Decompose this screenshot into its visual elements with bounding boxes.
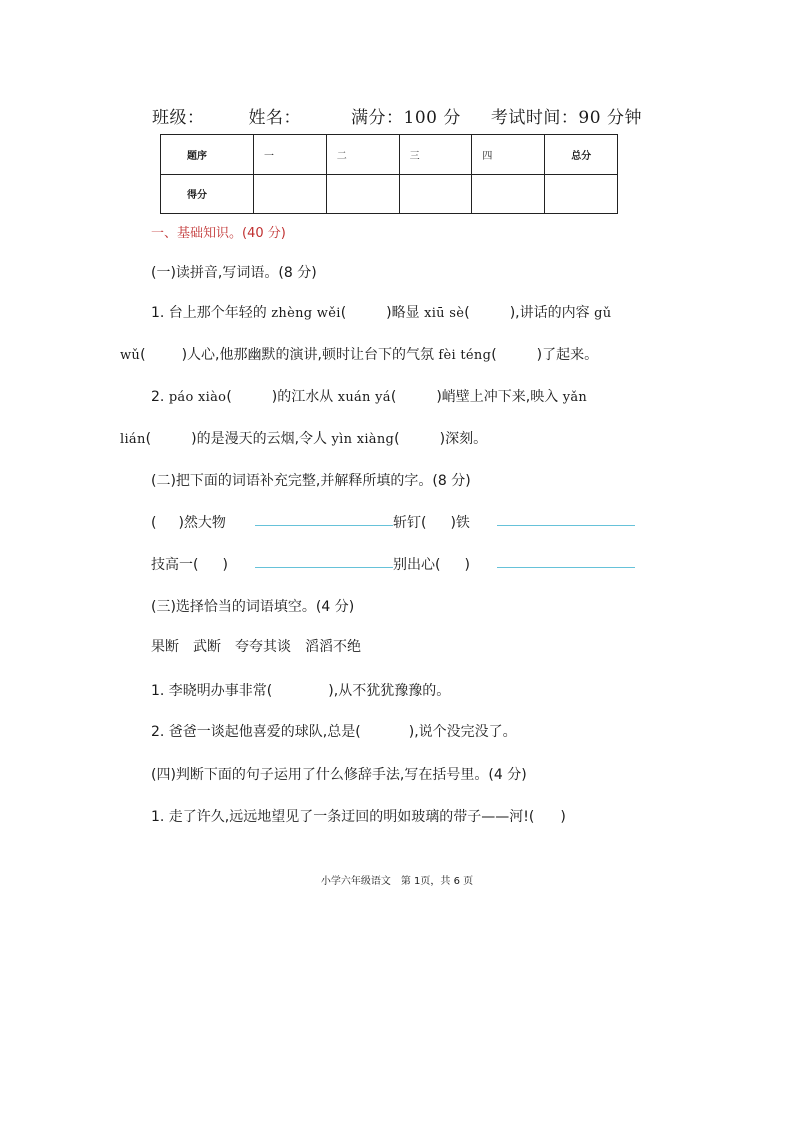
question-line: lián( )的是漫天的云烟,令人 yìn xiàng( )深刻。: [120, 431, 488, 447]
explanation-line[interactable]: [497, 554, 635, 568]
pinyin: xuán yá: [337, 390, 391, 405]
pinyin: gǔ: [594, 306, 612, 321]
fill-word-row: 斩钉( )铁: [393, 515, 470, 531]
score-input-cell[interactable]: [545, 174, 618, 214]
section-title: 一、基础知识。(40 分): [151, 226, 286, 241]
page-footer: 小学六年级语文 第 1页，共 6 页: [320, 876, 474, 887]
score-table-cell: 总分: [545, 135, 618, 175]
score-table-cell: 题序: [161, 135, 254, 175]
score-table-score-row: [161, 174, 618, 214]
score-table-cell: 三: [399, 135, 472, 175]
explanation-line[interactable]: [497, 512, 635, 526]
pinyin: yìn xiàng: [331, 432, 395, 447]
score-table-cell: 得分: [161, 174, 254, 214]
explanation-line[interactable]: [255, 554, 393, 568]
question-line: 1. 李晓明办事非常( ),从不犹犹豫豫的。: [151, 683, 451, 699]
score-input-cell[interactable]: [472, 174, 545, 214]
pinyin: lián: [120, 432, 146, 447]
fill-word-row: 技高一( ): [151, 557, 228, 573]
pinyin: xiū sè: [424, 306, 465, 321]
question-line: wǔ( )人心,他那幽默的演讲,顿时让台下的气氛 fèi téng( )了起来。: [120, 347, 599, 363]
pinyin: zhèng wěi: [271, 306, 341, 321]
score-table-cell: 四: [472, 135, 545, 175]
word-options: [151, 636, 361, 656]
fill-word-row: 别出心( ): [393, 557, 470, 573]
part-title: (一)读拼音,写词语。(8 分): [151, 265, 317, 281]
word-option: 果断: [151, 639, 179, 655]
score-table-header-row: [161, 135, 618, 175]
score-table-cell: 一: [254, 135, 327, 175]
class-label: 班级：: [152, 108, 205, 128]
explanation-line[interactable]: [255, 512, 393, 526]
exam-header: [0, 103, 794, 128]
full-score: 满分：100 分: [351, 108, 461, 128]
word-option: 夸夸其谈: [235, 639, 291, 655]
exam-time: 考试时间：90 分钟: [490, 108, 642, 128]
score-table: [160, 134, 618, 214]
pinyin: wǔ: [120, 348, 141, 363]
score-table-cell: 二: [326, 135, 399, 175]
part-title: (二)把下面的词语补充完整,并解释所填的字。(8 分): [151, 473, 471, 489]
part-title: (四)判断下面的句子运用了什么修辞手法,写在括号里。(4 分): [151, 767, 527, 783]
question-line: 2. páo xiào( )的江水从 xuán yá( )峭壁上冲下来,映入 yǎn: [151, 389, 588, 405]
pinyin: yǎn: [562, 390, 588, 405]
word-option: 滔滔不绝: [305, 639, 361, 655]
part-title: (三)选择恰当的词语填空。(4 分): [151, 599, 355, 615]
score-input-cell[interactable]: [399, 174, 472, 214]
question-line: 1. 走了许久,远远地望见了一条迂回的明如玻璃的带子——河!( ): [151, 809, 566, 825]
score-input-cell[interactable]: [254, 174, 327, 214]
question-line: 1. 台上那个年轻的 zhèng wěi( )略显 xiū sè( ),讲话的内容 gǔ: [151, 305, 612, 321]
pinyin: fèi téng: [438, 348, 492, 363]
name-label: 姓名：: [248, 108, 302, 128]
score-input-cell[interactable]: [326, 174, 399, 214]
question-line: 2. 爸爸一谈起他喜爱的球队,总是( ),说个没完没了。: [151, 724, 517, 740]
fill-word-row: ( )然大物: [151, 515, 226, 531]
word-option: 武断: [193, 639, 221, 655]
pinyin: páo xiào: [168, 390, 227, 405]
